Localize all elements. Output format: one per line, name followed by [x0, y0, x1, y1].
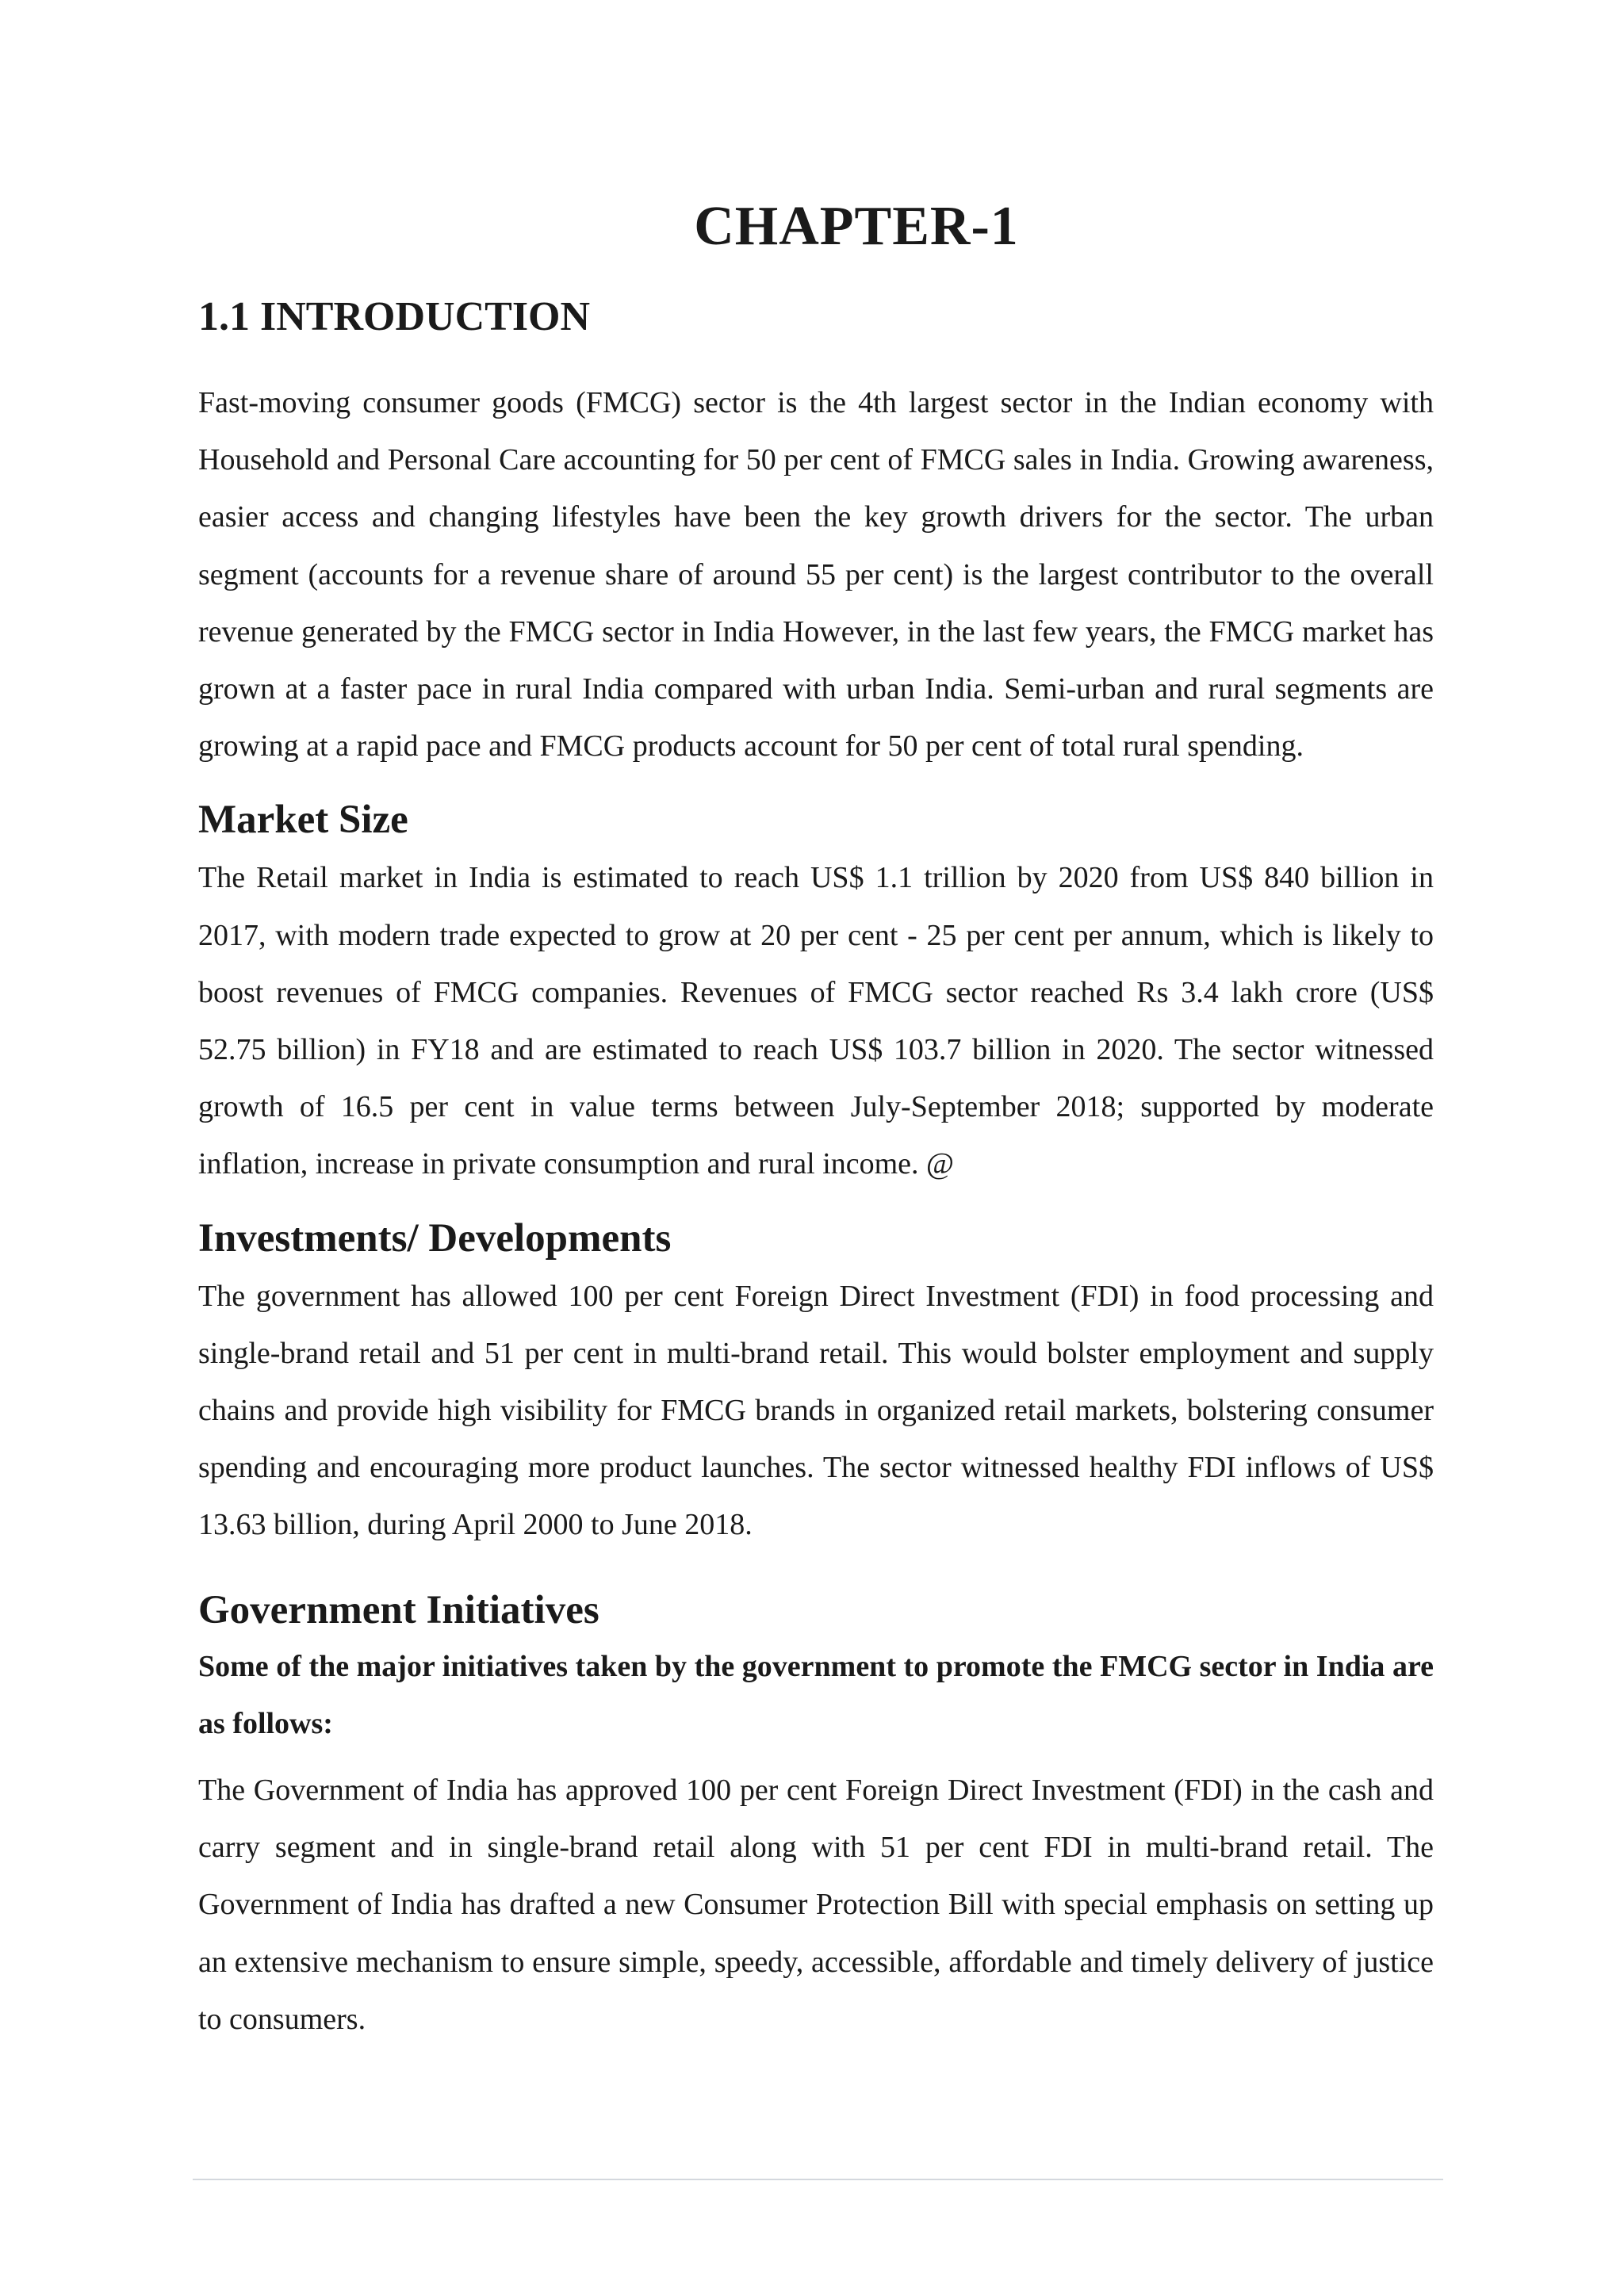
government-initiatives-paragraph: The Government of India has approved 100 per cent Foreign Direct Investment (FDI) in the cash and carry segment and in single-brand retail along with 51 per cent FDI in multi-brand retail. The Government of India has drafted a new Consumer Protection Bill with special emphasis on setting up an extensive mechanism to ensure simple, speedy, accessible, affordable and timely delivery of justice to consumers. — [198, 1774, 1434, 2036]
introduction-heading: 1.1 INTRODUCTION — [198, 294, 591, 339]
market-size-heading: Market Size — [198, 798, 408, 843]
government-initiatives-lead: Some of the major initiatives taken by the government to promote the FMCG sector in India are as follows: — [198, 1649, 1434, 1740]
footer-divider — [193, 2179, 1443, 2180]
chapter-title: CHAPTER-1 — [694, 196, 1019, 257]
market-size-paragraph: The Retail market in India is estimated to reach US$ 1.1 trillion by 2020 from US$ 840 billion in 2017, with modern trade expected to grow at 20 per cent - 25 per cent per annum, which is likely to boost revenues of FMCG companies. Revenues of FMCG sector reached Rs 3.4 lakh crore (US$ 52.75 billion) in FY18 and are estimated to reach US$ 103.7 billion in 2020. The sector witnessed growth of 16.5 per cent in value terms between July-September 2018; supported by moderate inflation, increase in private consumption and rural income. @ — [198, 861, 1434, 1181]
investments-paragraph: The government has allowed 100 per cent Foreign Direct Investment (FDI) in food processing and single-brand retail and 51 per cent in multi-brand retail. This would bolster employment and supply chains and provide high visibility for FMCG brands in organized retail markets, bolstering consumer spending and encouraging more product launches. The sector witnessed healthy FDI inflows of US$ 13.63 billion, during April 2000 to June 2018. — [198, 1279, 1434, 1542]
government-initiatives-heading: Government Initiatives — [198, 1587, 599, 1632]
page-content — [198, 292, 1434, 2048]
introduction-paragraph: Fast-moving consumer goods (FMCG) sector is the 4th largest sector in the Indian economy with Household and Personal Care accounting for 50 per cent of FMCG sales in India. Growing awareness, easier access and changing lifestyles have been the key growth drivers for the sector. The urban segment (accounts for a revenue share of around 55 per cent) is the largest contributor to the overall revenue generated by the FMCG sector in India However, in the last few years, the FMCG market has grown at a faster pace in rural India compared with urban India. Semi-urban and rural segments are growing at a rapid pace and FMCG products account for 50 per cent of total rural spending. — [198, 386, 1434, 763]
investments-heading: Investments/ Developments — [198, 1215, 672, 1261]
